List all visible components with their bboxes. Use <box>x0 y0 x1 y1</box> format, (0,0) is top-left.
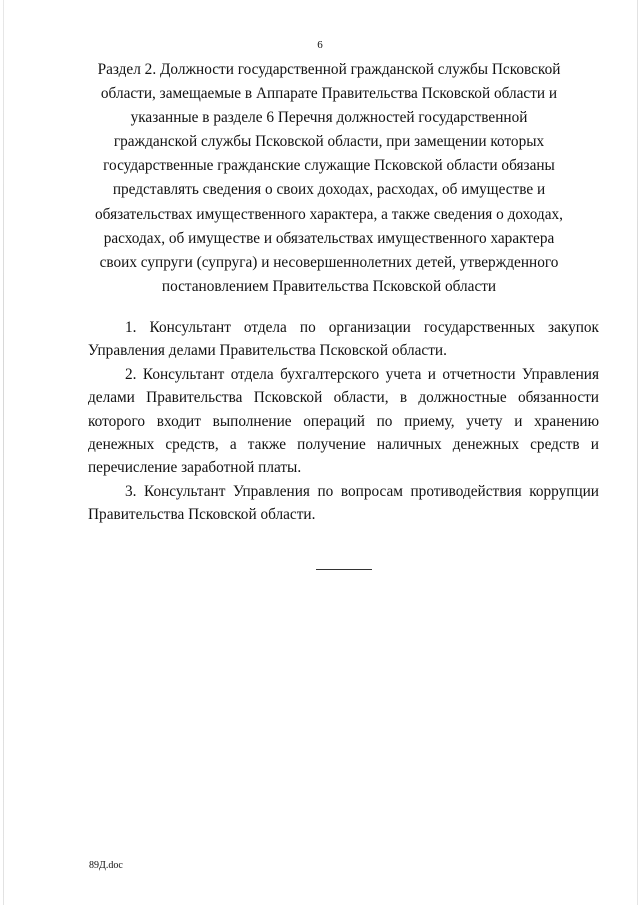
scan-edge-left <box>3 0 4 905</box>
heading-line: постановлением Правительства Псковской области <box>161 277 497 295</box>
scan-edge-right <box>637 0 638 905</box>
section-heading <box>88 58 570 299</box>
list-item: 3. Консультант Управления по вопросам противодействия коррупции Правительства Псковской области. <box>88 482 599 524</box>
list-item: 1. Консультант отдела по организации государственных закупок Управления делами Правительства Псковской области. <box>88 319 599 360</box>
list-item: 2. Консультант отдела бухгалтерского учета и отчетности Управления делами Правительства Псковской области, в должностные обязанности которого входит выполнение операций по приему, учету и хранению денежных средств, а также получение наличных денежных средств и перечисление заработной платы. <box>88 365 599 477</box>
heading-line: области, замещаемые в Аппарате Правительства Псковской области и <box>100 85 558 103</box>
heading-line: гражданской службы Псковской области, при замещении которых <box>113 133 545 151</box>
position-list <box>88 316 599 527</box>
file-name-footer: 89Д.doc <box>89 860 123 871</box>
heading-line: государственные гражданские служащие Псковской области обязаны <box>103 157 555 175</box>
heading-line: расходах, об имуществе и обязательствах имущественного характера <box>103 229 555 247</box>
heading-line: представлять сведения о своих доходах, расходах, об имуществе и <box>112 181 546 199</box>
heading-line: своих супруги (супруга) и несовершеннолетних детей, утвержденного <box>99 253 559 271</box>
heading-line: указанные в разделе 6 Перечня должностей государственной <box>130 109 528 127</box>
page-number: 6 <box>317 39 323 51</box>
heading-line: обязательствах имущественного характера, а также сведения о доходах, <box>95 205 563 223</box>
heading-line: Раздел 2. Должности государственной гражданской службы Псковской <box>97 61 561 78</box>
end-divider <box>316 569 372 570</box>
